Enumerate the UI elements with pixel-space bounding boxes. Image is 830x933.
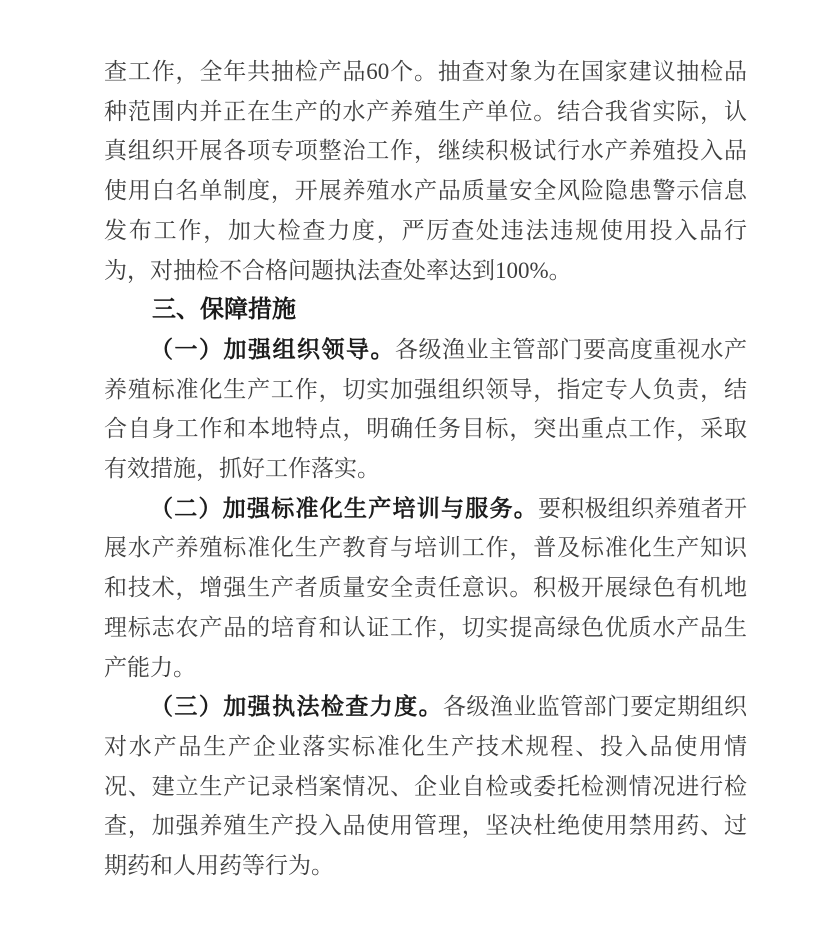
- document-content: [104, 52, 747, 886]
- paragraph-item-3: [104, 687, 747, 886]
- paragraph-text: 要积极组织养殖者开展水产养殖标准化生产教育与培训工作，普及标准化生产知识和技术，增强生产者质量安全责任意识。积极开展绿色有机地理标志农产品的培育和认证工作，切实提高绿色优质水产品生产能力。: [104, 495, 747, 680]
- paragraph-continuation: [104, 52, 747, 290]
- paragraph-lead: （二）加强标准化生产培训与服务。: [150, 495, 538, 521]
- paragraph-item-1: [104, 330, 747, 489]
- paragraph-lead: （三）加强执法检查力度。: [150, 694, 443, 720]
- paragraph-item-2: [104, 489, 747, 688]
- paragraph-text: 各级渔业主管部门要高度重视水产养殖标准化生产工作，切实加强组织领导，指定专人负责，结合自身工作和本地特点，明确任务目标，突出重点工作，采取有效措施，抓好工作落实。: [104, 336, 747, 482]
- paragraph-text: 各级渔业监管部门要定期组织对水产品生产企业落实标准化生产技术规程、投入品使用情况、建立生产记录档案情况、企业自检或委托检测情况进行检查，加强养殖生产投入品使用管理，坚决杜绝使用禁用药、过期药和人用药等行为。: [104, 694, 748, 879]
- section-heading: 三、保障措施: [152, 296, 296, 324]
- paragraph-text: 查工作，全年共抽检产品60个。抽查对象为在国家建议抽检品种范围内并正在生产的水产养殖生产单位。结合我省实际，认真组织开展各项专项整治工作，继续积极试行水产养殖投入品使用白名单制度，开展养殖水产品质量安全风险隐患警示信息发布工作，加大检查力度，严厉查处违法违规使用投入品行为，对抽检不合格问题执法查处率达到100%。: [104, 59, 747, 283]
- paragraph-lead: （一）加强组织领导。: [150, 336, 395, 362]
